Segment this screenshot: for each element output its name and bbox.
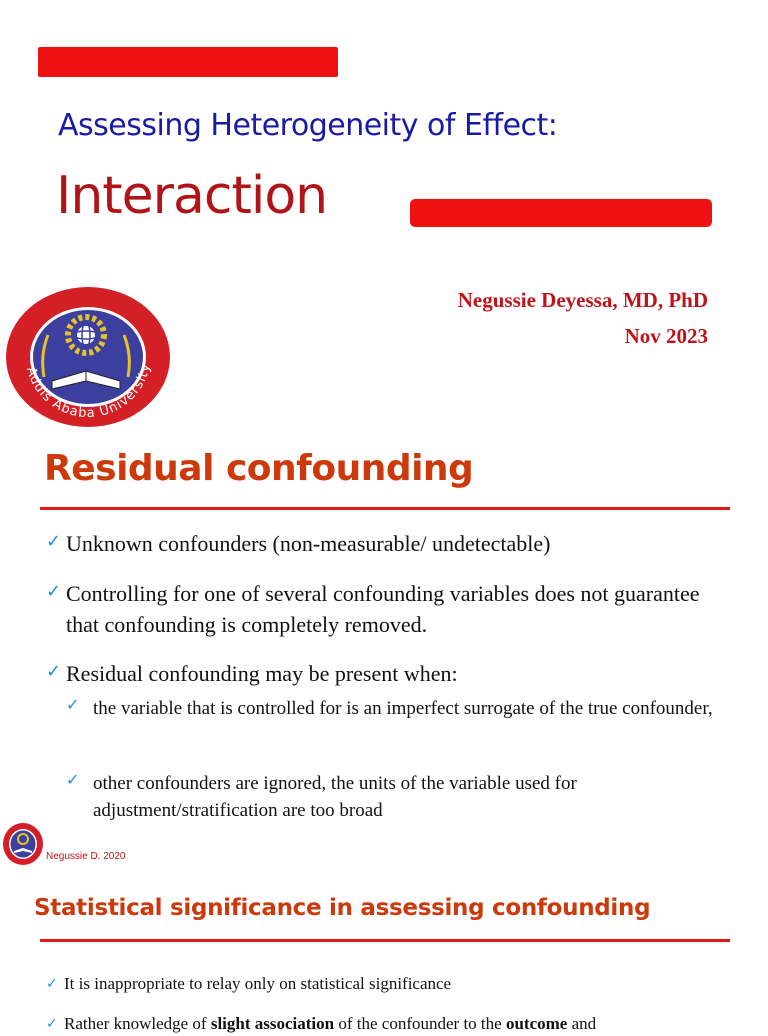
bullet-statistical-significance: ✓ It is inappropriate to relay only on statistical significance (46, 972, 736, 996)
title-underline-2 (40, 939, 730, 942)
sub-bullet-imperfect-surrogate: ✓ the variable that is controlled for is an imperfect surrogate of the true confounder, (66, 695, 716, 722)
title-main: Interaction (56, 166, 328, 226)
title-subtitle: Assessing Heterogeneity of Effect: (58, 108, 558, 143)
title-red-bar (410, 199, 712, 227)
footer-seal-logo (2, 822, 44, 866)
bullet-controlling-confounders: ✓ Controlling for one of several confounding variables does not guarantee that confounding is completely removed. (46, 578, 716, 640)
checkmark-icon: ✓ (46, 976, 58, 992)
checkmark-icon: ✓ (46, 1016, 58, 1032)
checkmark-icon: ✓ (46, 531, 62, 552)
checkmark-icon: ✓ (46, 581, 62, 602)
university-seal-logo (4, 285, 172, 429)
checkmark-icon: ✓ (66, 770, 80, 789)
bullet-knowledge-association: ✓ Rather knowledge of slight association of the confounder to the outcome and (46, 1012, 736, 1036)
title-underline (40, 507, 730, 510)
sub-bullet-ignored-confounders: ✓ other confounders are ignored, the units of the variable used for adjustment/stratification are too broad (66, 770, 716, 824)
top-red-bar (38, 47, 338, 77)
residual-confounding-title: Residual confounding (44, 448, 474, 489)
checkmark-icon: ✓ (46, 661, 62, 682)
bullet-unknown-confounders: ✓ Unknown confounders (non-measurable/ undetectable) (46, 528, 716, 559)
seal-text: Addis Ababa University (23, 361, 154, 422)
checkmark-icon: ✓ (66, 695, 80, 714)
statistical-significance-title: Statistical significance in assessing confounding (34, 895, 651, 921)
presentation-date: Nov 2023 (624, 324, 708, 348)
bullet-residual-present: ✓ Residual confounding may be present when: (46, 658, 716, 689)
author-name: Negussie Deyessa, MD, PhD (457, 288, 708, 312)
footer-author: Negussie D. 2020 (46, 851, 126, 862)
